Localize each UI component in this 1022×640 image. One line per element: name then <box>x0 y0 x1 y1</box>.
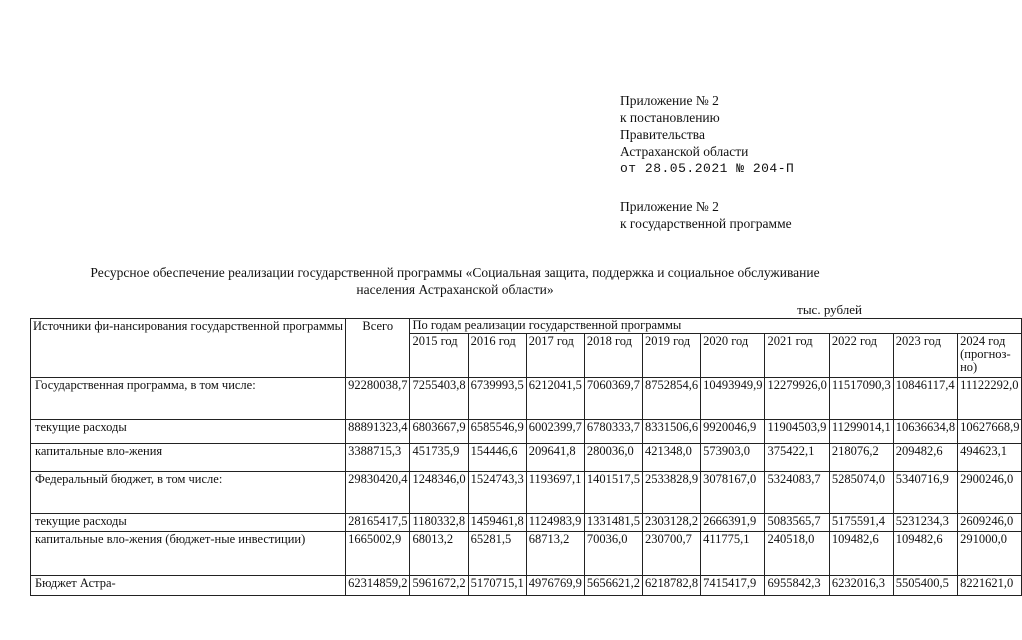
row-label: капитальные вло-жения (бюджет-ные инвестиции) <box>31 532 346 576</box>
table-row <box>31 444 1022 472</box>
row-label: текущие расходы <box>31 420 346 444</box>
header-year: 2024 год (прогноз-но) <box>958 333 1022 377</box>
cell-year-value: 1248346,0 <box>410 472 468 514</box>
cell-year-value: 5961672,2 <box>410 576 468 596</box>
cell-total: 28165417,5 <box>346 514 410 532</box>
cell-year-value: 1193697,1 <box>526 472 584 514</box>
table-row <box>31 576 1022 596</box>
cell-year-value: 10636634,8 <box>893 420 957 444</box>
cell-year-value: 451735,9 <box>410 444 468 472</box>
appendix-decree-block <box>620 92 890 177</box>
cell-year-value: 5324083,7 <box>765 472 829 514</box>
cell-year-value: 6955842,3 <box>765 576 829 596</box>
cell-year-value: 5170715,1 <box>468 576 526 596</box>
header-year: 2016 год <box>468 333 526 377</box>
cell-year-value: 7415417,9 <box>701 576 765 596</box>
cell-year-value: 5175591,4 <box>829 514 893 532</box>
cell-year-value: 12279926,0 <box>765 378 829 420</box>
appendix-decree-line: к постановлению <box>620 110 720 125</box>
table-row <box>31 420 1022 444</box>
appendix-decree-line: Приложение № 2 <box>620 93 719 108</box>
cell-year-value: 6780333,7 <box>584 420 642 444</box>
header-year: 2021 год <box>765 333 829 377</box>
cell-year-value: 2609246,0 <box>958 514 1022 532</box>
cell-year-value: 7060369,7 <box>584 378 642 420</box>
appendix-program-block <box>620 198 890 232</box>
cell-year-value: 291000,0 <box>958 532 1022 576</box>
cell-year-value: 154446,6 <box>468 444 526 472</box>
cell-year-value: 4976769,9 <box>526 576 584 596</box>
table-row <box>31 472 1022 514</box>
header-year: 2023 год <box>893 333 957 377</box>
table-row <box>31 532 1022 576</box>
cell-year-value: 10846117,4 <box>893 378 957 420</box>
table-row <box>31 514 1022 532</box>
header-year: 2022 год <box>829 333 893 377</box>
header-year: 2018 год <box>584 333 642 377</box>
cell-year-value: 109482,6 <box>829 532 893 576</box>
cell-year-value: 494623,1 <box>958 444 1022 472</box>
row-label: Бюджет Астра- <box>31 576 346 596</box>
row-label: Государственная программа, в том числе: <box>31 378 346 420</box>
cell-year-value: 6002399,7 <box>526 420 584 444</box>
units-label: тыс. рублей <box>797 302 862 317</box>
appendix-program-line: к государственной программе <box>620 216 792 231</box>
cell-year-value: 11122292,0 <box>958 378 1022 420</box>
cell-year-value: 8221621,0 <box>958 576 1022 596</box>
row-label: капитальные вло-жения <box>31 444 346 472</box>
header-source: Источники фи-нансирования государственной программы <box>31 319 346 378</box>
cell-year-value: 68013,2 <box>410 532 468 576</box>
cell-year-value: 1401517,5 <box>584 472 642 514</box>
row-label: текущие расходы <box>31 514 346 532</box>
cell-year-value: 6585546,9 <box>468 420 526 444</box>
cell-year-value: 11299014,1 <box>829 420 893 444</box>
cell-year-value: 10627668,9 <box>958 420 1022 444</box>
cell-year-value: 109482,6 <box>893 532 957 576</box>
cell-year-value: 209641,8 <box>526 444 584 472</box>
cell-year-value: 11904503,9 <box>765 420 829 444</box>
cell-year-value: 5083565,7 <box>765 514 829 532</box>
cell-total: 3388715,3 <box>346 444 410 472</box>
cell-year-value: 5505400,5 <box>893 576 957 596</box>
cell-year-value: 280036,0 <box>584 444 642 472</box>
cell-total: 92280038,7 <box>346 378 410 420</box>
table-row <box>31 378 1022 420</box>
cell-total: 1665002,9 <box>346 532 410 576</box>
cell-year-value: 5340716,9 <box>893 472 957 514</box>
header-year: 2020 год <box>701 333 765 377</box>
cell-year-value: 2533828,9 <box>642 472 700 514</box>
cell-year-value: 8331506,6 <box>642 420 700 444</box>
cell-year-value: 5231234,3 <box>893 514 957 532</box>
header-total: Всего <box>346 319 410 378</box>
cell-year-value: 375422,1 <box>765 444 829 472</box>
cell-year-value: 6739993,5 <box>468 378 526 420</box>
cell-year-value: 70036,0 <box>584 532 642 576</box>
cell-year-value: 1459461,8 <box>468 514 526 532</box>
cell-year-value: 7255403,8 <box>410 378 468 420</box>
cell-year-value: 1524743,3 <box>468 472 526 514</box>
cell-year-value: 230700,7 <box>642 532 700 576</box>
document-title: Ресурсное обеспечение реализации государственной программы «Социальная защита, поддержка и социальное обслуживание населения Астраханской области» <box>90 265 820 297</box>
appendix-program-line: Приложение № 2 <box>620 199 719 214</box>
cell-year-value: 421348,0 <box>642 444 700 472</box>
cell-year-value: 6212041,5 <box>526 378 584 420</box>
cell-year-value: 1180332,8 <box>410 514 468 532</box>
cell-year-value: 11517090,3 <box>829 378 893 420</box>
row-label: Федеральный бюджет, в том числе: <box>31 472 346 514</box>
cell-year-value: 1124983,9 <box>526 514 584 532</box>
cell-year-value: 5285074,0 <box>829 472 893 514</box>
cell-total: 88891323,4 <box>346 420 410 444</box>
header-year: 2017 год <box>526 333 584 377</box>
cell-year-value: 9920046,9 <box>701 420 765 444</box>
header-by-years: По годам реализации государственной программы <box>410 319 1022 334</box>
cell-year-value: 209482,6 <box>893 444 957 472</box>
cell-year-value: 68713,2 <box>526 532 584 576</box>
cell-year-value: 6232016,3 <box>829 576 893 596</box>
cell-year-value: 2900246,0 <box>958 472 1022 514</box>
cell-year-value: 1331481,5 <box>584 514 642 532</box>
appendix-decree-line: Правительства <box>620 127 705 142</box>
table-header-row <box>31 319 1022 334</box>
cell-year-value: 411775,1 <box>701 532 765 576</box>
cell-year-value: 2666391,9 <box>701 514 765 532</box>
cell-year-value: 5656621,2 <box>584 576 642 596</box>
appendix-decree-line: Астраханской области <box>620 144 749 159</box>
cell-total: 62314859,2 <box>346 576 410 596</box>
cell-year-value: 218076,2 <box>829 444 893 472</box>
cell-year-value: 2303128,2 <box>642 514 700 532</box>
cell-total: 29830420,4 <box>346 472 410 514</box>
cell-year-value: 10493949,9 <box>701 378 765 420</box>
cell-year-value: 6803667,9 <box>410 420 468 444</box>
cell-year-value: 240518,0 <box>765 532 829 576</box>
cell-year-value: 3078167,0 <box>701 472 765 514</box>
decree-date-line: от 28.05.2021 № 204-П <box>620 161 795 176</box>
cell-year-value: 65281,5 <box>468 532 526 576</box>
header-year: 2015 год <box>410 333 468 377</box>
cell-year-value: 6218782,8 <box>642 576 700 596</box>
cell-year-value: 573903,0 <box>701 444 765 472</box>
header-year: 2019 год <box>642 333 700 377</box>
resource-table <box>30 318 1022 596</box>
cell-year-value: 8752854,6 <box>642 378 700 420</box>
